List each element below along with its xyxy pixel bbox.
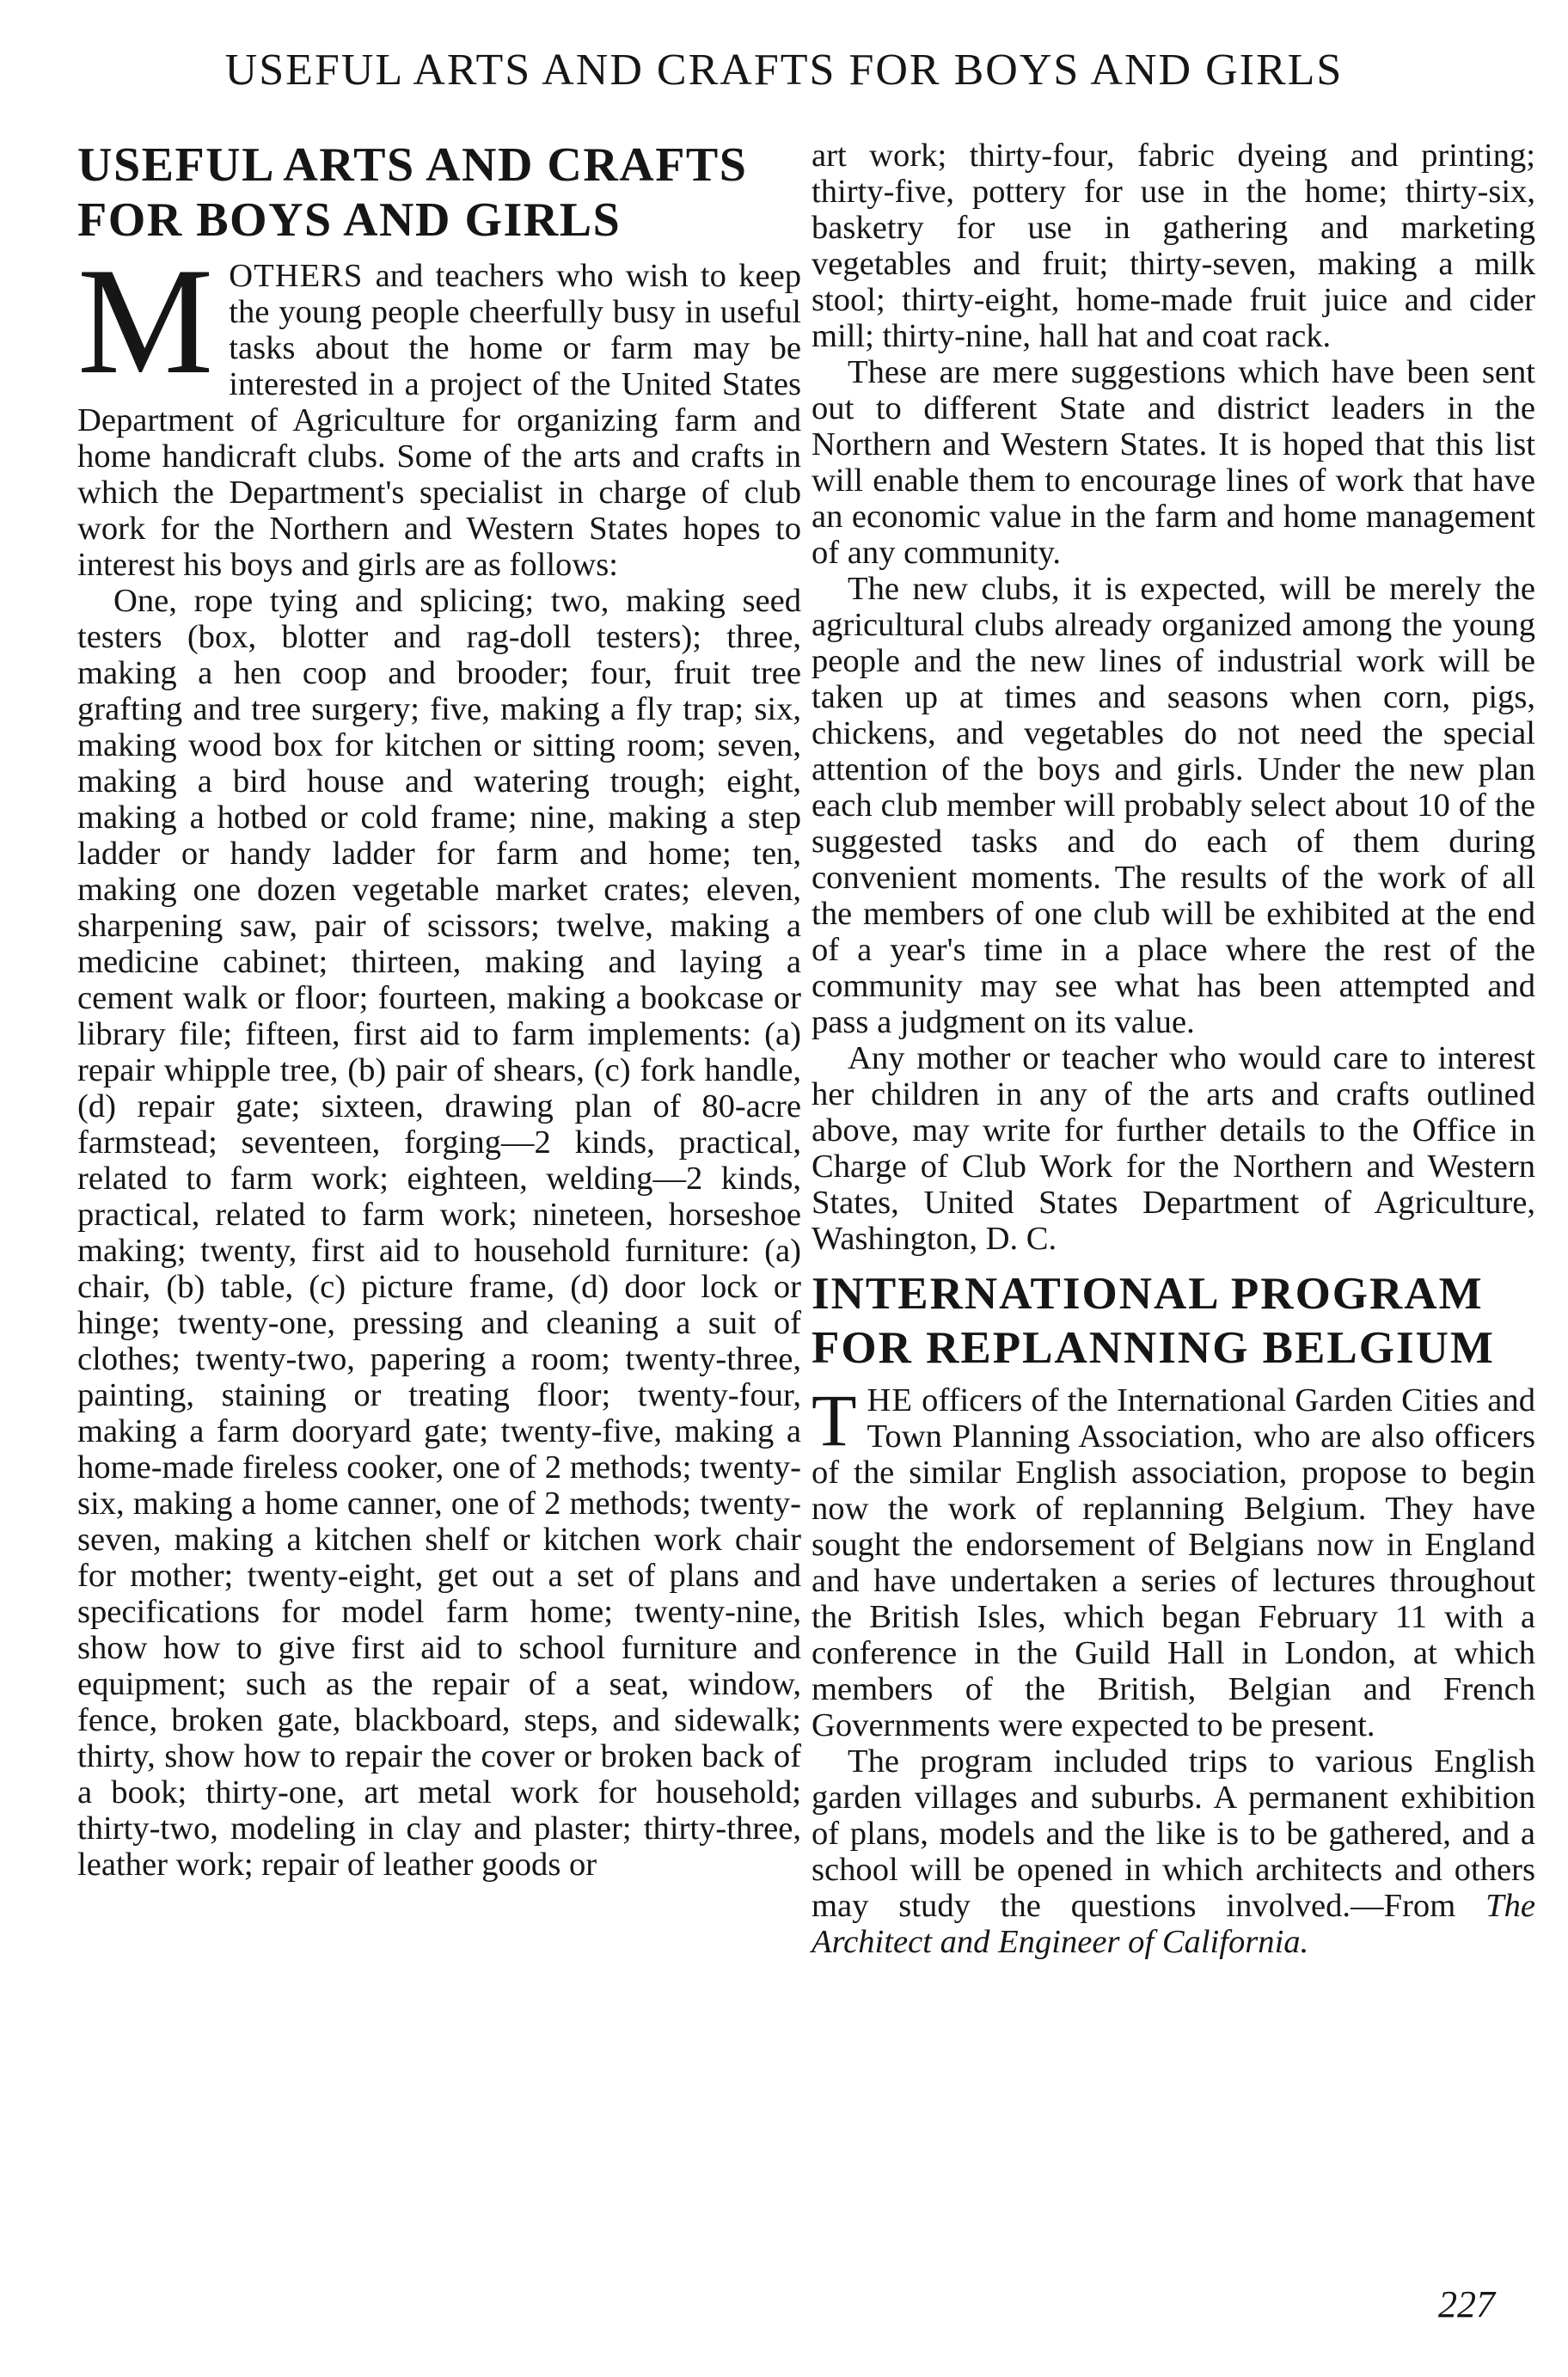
program-paragraph [812, 1743, 1535, 1960]
lead-small-caps: OTHERS [229, 258, 364, 294]
article-lead-paragraph [77, 236, 801, 583]
right-column [812, 138, 1535, 1960]
drop-cap-t: T [812, 1379, 857, 1461]
crafts-list-paragraph: One, rope tying and splicing; two, making seed testers (box, blotter and rag-doll testers); three, making a hen coop and brooder; four, fruit tree grafting and tree surgery; five, making a fly trap; six, making wood box for kitchen or sitting room; seven, making a bird house and watering trough; eight, making a hotbed or cold frame; nine, making a step ladder or handy ladder for farm and home; ten, making one dozen vegetable market crates; eleven, sharpening saw, pair of scissors; twelve, making a medicine cabinet; thirteen, making and laying a cement walk or floor; fourteen, making a bookcase or library file; fifteen, first aid to farm implements: (a) repair whipple tree, (b) pair of shears, (c) fork handle, (d) repair gate; sixteen, drawing plan of 80-acre farmstead; seventeen, forging—2 kinds, practical, related to farm work; eighteen, welding—2 kinds, practical, related to farm work; nineteen, horseshoe making; twenty, first aid to household furniture: (a) chair, (b) table, (c) picture frame, (d) door lock or hinge; twenty-one, pressing and cleaning a suit of clothes; twenty-two, papering a room; twenty-three, painting, staining or treating floor; twenty-four, making a farm dooryard gate; twenty-five, making a home-made fireless cooker, one of 2 methods; twenty-six, making a home canner, one of 2 methods; twenty-seven, making a kitchen shelf or kitchen work chair for mother; twenty-eight, get out a set of plans and specifications for model farm home; twenty-nine, show how to give first aid to school furniture and equipment; such as the repair of a seat, window, fence, broken gate, blackboard, steps, and sidewalk; thirty, show how to repair the cover or broken back of a book; thirty-one, art metal work for household; thirty-two, modeling in clay and plaster; thirty-three, leather work; repair of leather goods or [77, 583, 801, 1883]
suggestions-paragraph: These are mere suggestions which have been sent out to different State and district leaders in the Northern and Western States. It is hoped that this list will enable them to encourage lines of work that have an economic value in the farm and home management of any community. [812, 354, 1535, 571]
drop-cap: M [77, 236, 214, 406]
headline2-line-1: INTERNATIONAL PROGRAM [812, 1269, 1484, 1319]
headline-line-1: USEFUL ARTS AND CRAFTS [77, 138, 748, 192]
source-citation: The Architect and Engineer of California. [812, 1888, 1535, 1960]
article-headline-belgium [812, 1267, 1535, 1375]
new-clubs-paragraph: The new clubs, it is expected, will be merely the agricultural clubs already organized among the young people and the new lines of industrial work will be taken up at times and seasons when corn, pigs, chickens, and vegetables do not need the special attention of the boys and girls. Under the new plan each club member will probably select about 10 of the suggested tasks and do each of them during convenient moments. The results of the work of all the members of one club will be exhibited at the end of a year's time in a place where the rest of the community may see what has been attempted and pass a judgment on its value. [812, 571, 1535, 1040]
lead2-small-caps: HE [867, 1382, 913, 1418]
running-head: USEFUL ARTS AND CRAFTS FOR BOYS AND GIRLS [224, 46, 1344, 95]
headline-line-2: FOR BOYS AND GIRLS [77, 193, 622, 247]
article-headline-arts-crafts [77, 138, 801, 248]
headline2-line-2: FOR REPLANNING BELGIUM [812, 1323, 1495, 1373]
program-text: The program included trips to various English garden villages and suburbs. A permanent exhibition of plans, models and the like is to be gathered, and a school will be opened in which architects and others may study the questions involved.—From [812, 1743, 1535, 1924]
left-column [77, 138, 801, 1883]
belgium-lead-paragraph [812, 1379, 1535, 1743]
page-number: 227 [1438, 2283, 1495, 2325]
lead2-text: officers of the International Garden Cities and Town Planning Association, who are also officers of the similar English association, propose to begin now the work of replanning Belgium. They have sought the endorsement of Belgians now in England and have undertaken a series of lectures throughout the British Isles, which began February 11 with a conference in the Guild Hall in London, at which members of the British, Belgian and French Governments were expected to be present. [812, 1382, 1535, 1743]
lead-text: and teachers who wish to keep the young people cheerfully busy in useful tasks about the home or farm may be interested in a project of the United States Department of Agriculture for organizing farm and home handicraft clubs. Some of the arts and crafts in which the Department's specialist in charge of club work for the Northern and Western States hopes to interest his boys and girls are as follows: [77, 258, 801, 583]
contact-paragraph: Any mother or teacher who would care to interest her children in any of the arts and crafts outlined above, may write for further details to the Office in Charge of Club Work for the Northern and Western States, United States Department of Agriculture, Washington, D. C. [812, 1040, 1535, 1257]
crafts-list-continued: art work; thirty-four, fabric dyeing and printing; thirty-five, pottery for use in the home; thirty-six, basketry for use in gathering and marketing vegetables and fruit; thirty-seven, making a milk stool; thirty-eight, home-made fruit juice and cider mill; thirty-nine, hall hat and coat rack. [812, 138, 1535, 354]
